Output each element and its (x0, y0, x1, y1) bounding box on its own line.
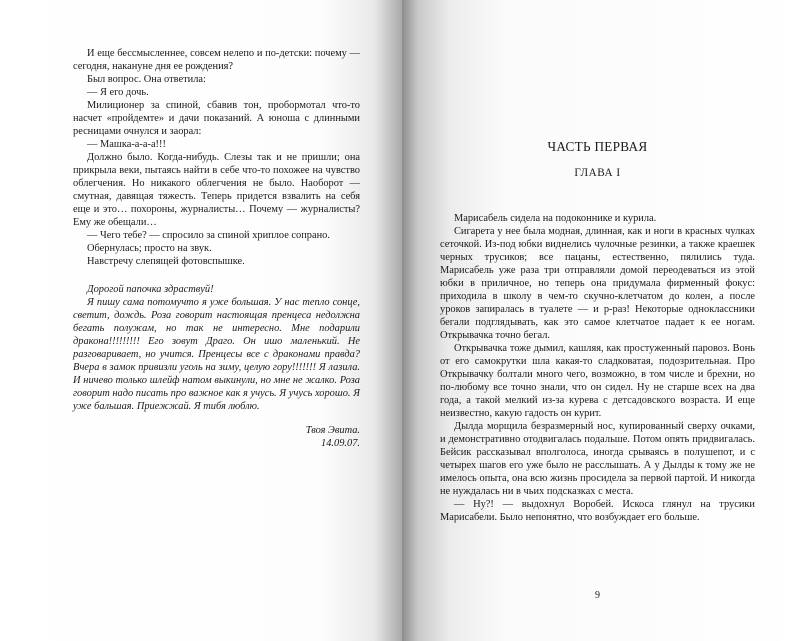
right-page-text (440, 212, 755, 524)
paragraph: Обернулась; просто на звук. (87, 243, 212, 254)
paragraph: — Чего тебе? — спросило за спиной хриплое сопрано. (87, 230, 330, 241)
letter-greeting: Дорогой папочка здраствуй! (87, 284, 214, 295)
chapter-title: ГЛАВА I (574, 167, 621, 179)
letter-signature: Твоя Эвита. (305, 425, 360, 436)
page-number: 9 (595, 590, 600, 601)
letter-body: Я пишу сама потомучто я уже большая. У нас тепло сонце, светит, дождь. Роза говорит настоящая пренцеса недолжна бегать полужам, но так не интересно. Мне подарили дракона!!!!!!!!! Его зовут Драго. Он ишо маленький. Не разговаривает, но учится. Пренцесы все с драконами правда? Вчера в замок привизли уголь на зиму, целую гору!!!!!!! Я лазила. И ничево только шлейф натом выкинули, но мне не жалко. Роза говорит надо писать про важное как я учусь. Я учусь хорошо. Я уже бальшая. Приежжай. Я тибя люблю. (73, 297, 360, 412)
paragraph: Открывачка тоже дымил, кашляя, как простуженный паровоз. Вонь от его самокрутки шла какая-то сладковатая, подозрительная. Про Открывачку болтали много чего, возможно, в том числе и брехни, но по-любому все точно знали, что он сидел. Ну не старше всех на два года, а такой мелкий из-за курева с детсадовского возраста. И еще неизвестно, какую гадость он курит. (440, 343, 755, 419)
paragraph: Был вопрос. Она ответила: (87, 74, 206, 85)
paragraph: Навстречу слепящей фотовспышке. (87, 256, 245, 267)
paragraph: — Я его дочь. (87, 87, 149, 98)
paragraph: Сигарета у нее была модная, длинная, как и ноги в красных чулках сеточкой. Из-под юбки виднелись чулочные резинки, а также краешек черных трусиков; все пацаны, естественно, пялились туда. Марисабель уже раза три отправляли домой переодеваться из этой юбки в приличное, но теперь она придумала фирменный фокус: приходила в школу в чем-то скучно-клетчатом до колен, а после уроков запиралась в туалете — и р-раз! Некоторые одноклассники бегали подглядывать, как это самое клетчатое падает к ее ногам. Открывачка точно бегал. (440, 226, 755, 341)
paragraph: — Машка-а-а-а!!! (87, 139, 166, 150)
paragraph: — Ну?! — выдохнул Воробей. Искоса глянул на трусики Марисабели. Было непонятно, что возбуждает его больше. (440, 499, 755, 523)
paragraph: Милиционер за спиной, сбавив тон, пробормотал что-то насчет «пройдемте» и дачи показаний. А юноша с длинными ресницами очнулся и заорал: (73, 100, 360, 137)
paragraph: И еще бессмысленнее, совсем нелепо и по-детски: почему — сегодня, накануне дня ее рождения? (73, 48, 360, 72)
section-gap (73, 268, 360, 283)
part-title: ЧАСТЬ ПЕРВАЯ (547, 139, 648, 154)
letter (73, 283, 360, 450)
paragraph: Марисабель сидела на подоконнике и курила. (454, 213, 657, 224)
letter-date: 14.09.07. (321, 438, 360, 449)
paragraph: Должно было. Когда-нибудь. Слезы так и не пришли; она прикрыла веки, пытаясь найти в себе что-то похожее на чувство облегчения. Но никакого облегчения не было. Наоборот — смутная, давящая тяжесть. Теперь придется взвалить на себя еще и это… похороны, журналисты… Почему — журналисты? Ему же обещали… (73, 152, 360, 228)
paragraph: Дылда морщила безразмерный нос, купированный сверху очками, и демонстративно отодвигалась подальше. Потом опять придвигалась. Бейсик рассказывал вполголоса, иногда срываясь в полушепот, и с четырех шагов его уже было не расслышать. А у Дылды к тому же не имелось опыта, она всю жизнь просидела за первой партой. И никогда не нуждалась ни в чьих подсказках с места. (440, 421, 755, 497)
left-page-text (73, 47, 360, 450)
letter-signature-block (73, 424, 360, 450)
